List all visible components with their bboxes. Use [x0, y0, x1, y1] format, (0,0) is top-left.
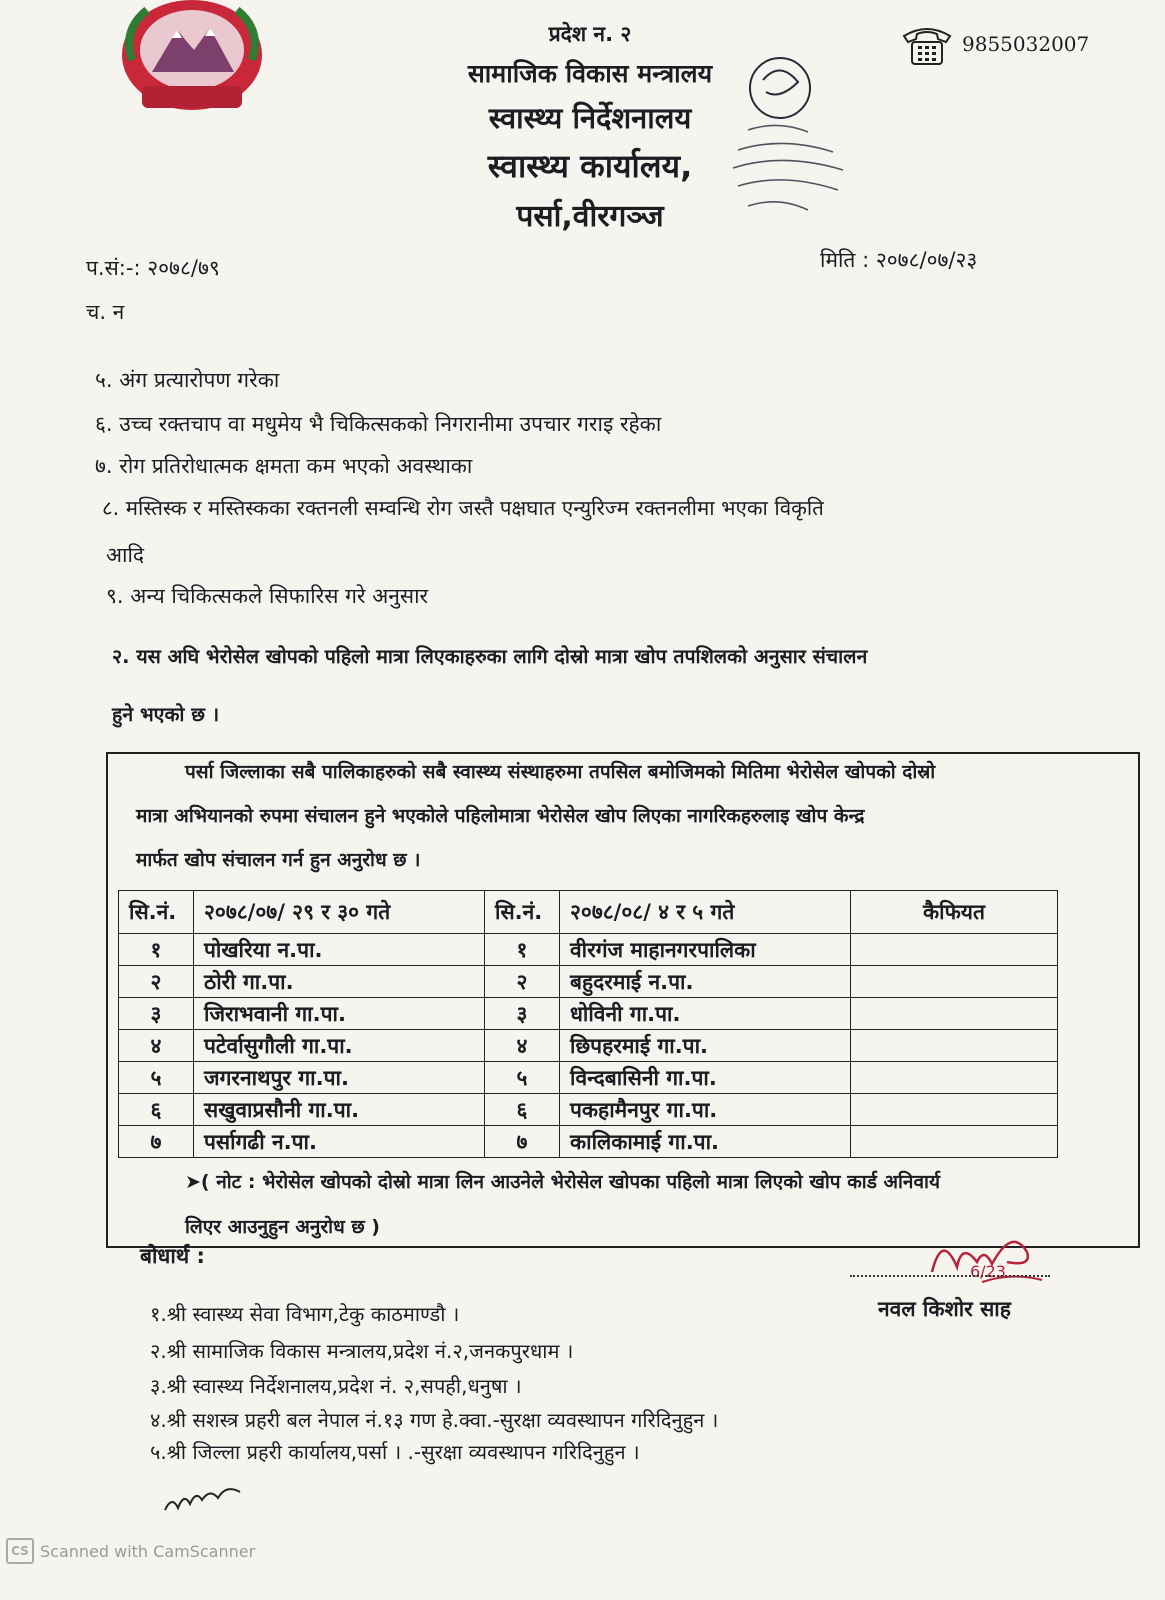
table-row — [119, 1030, 1058, 1062]
cell-municipality2: धोविनी गा.पा. — [560, 998, 851, 1030]
cell-remarks — [851, 1126, 1058, 1158]
signatory-name: नवल किशोर साह — [878, 1297, 1011, 1321]
table-row — [119, 966, 1058, 998]
table-row — [119, 1094, 1058, 1126]
condition-item-continued: आदि — [106, 543, 145, 567]
cell-municipality1: जगरनाथपुर गा.पा. — [194, 1062, 485, 1094]
camscanner-logo: CS — [6, 1538, 34, 1564]
cell-sn2: ७ — [485, 1126, 560, 1158]
col-header-remarks: कैफियत — [851, 891, 1058, 934]
cell-municipality2: पकहामैनपुर गा.पा. — [560, 1094, 851, 1126]
condition-item: ६. उच्च रक्तचाप वा मधुमेय भै चिकित्सकको निगरानीमा उपचार गराइ रहेका — [95, 412, 662, 436]
cc-item: ३.श्री स्वास्थ्य निर्देशनालय,प्रदेश नं. २,सपही,धनुषा । — [150, 1374, 522, 1398]
cell-sn2: १ — [485, 934, 560, 966]
camscanner-watermark — [6, 1538, 255, 1564]
telephone-icon — [900, 22, 954, 66]
col-header-date2: २०७८/०८/ ४ र ५ गते — [560, 891, 851, 934]
table-row — [119, 1062, 1058, 1094]
table-row — [119, 998, 1058, 1030]
cell-remarks — [851, 1094, 1058, 1126]
cell-remarks — [851, 998, 1058, 1030]
cc-item: १.श्री स्वास्थ्य सेवा विभाग,टेकु काठमाण्डौ । — [150, 1302, 460, 1326]
cell-municipality1: जिराभवानी गा.पा. — [194, 998, 485, 1030]
note-line2: लिएर आउनुहुन अनुरोध छ ) — [185, 1216, 380, 1238]
signature-line — [850, 1275, 1050, 1277]
cell-municipality2: कालिकामाई गा.पा. — [560, 1126, 851, 1158]
dispatch-number: च. न — [86, 300, 125, 324]
cell-sn2: ४ — [485, 1030, 560, 1062]
cc-item: २.श्री सामाजिक विकास मन्त्रालय,प्रदेश नं.२,जनकपुरधाम । — [150, 1339, 574, 1363]
cell-sn1: ३ — [119, 998, 194, 1030]
cell-sn1: ४ — [119, 1030, 194, 1062]
point2-line2: हुने भएको छ । — [112, 703, 220, 726]
point2-line1: २. यस अघि भेरोसेल खोपको पहिलो मात्रा लिएकाहरुका लागि दोस्रो मात्रा खोप तपशिलको अनुसार संचालन — [112, 645, 868, 668]
cell-sn2: २ — [485, 966, 560, 998]
office-line: स्वास्थ्य कार्यालय, — [487, 147, 693, 185]
province-line: प्रदेश न. २ — [548, 22, 632, 46]
cell-municipality2: बहुदरमाई न.पा. — [560, 966, 851, 998]
cc-item: ४.श्री सशस्त्र प्रहरी बल नेपाल नं.१३ गण हे.क्वा.-सुरक्षा व्यवस्थापन गरिदिनुहुन । — [150, 1408, 719, 1432]
cell-sn1: ७ — [119, 1126, 194, 1158]
phone-block — [900, 22, 1089, 66]
campaign-schedule-table — [118, 890, 1058, 1158]
camscanner-text: Scanned with CamScanner — [40, 1541, 256, 1561]
directorate-line: स्वास्थ्य निर्देशनालय — [488, 101, 692, 135]
cell-municipality1: पर्सागढी न.पा. — [194, 1126, 485, 1158]
cell-remarks — [851, 1030, 1058, 1062]
cell-municipality1: ठोरी गा.पा. — [194, 966, 485, 998]
cell-sn2: ६ — [485, 1094, 560, 1126]
cell-municipality1: पटेर्वासुगौली गा.पा. — [194, 1030, 485, 1062]
col-header-sn2: सि.नं. — [485, 891, 560, 934]
nepal-emblem-icon — [112, 0, 272, 120]
letter-date: मिति : २०७८/०७/२३ — [820, 248, 978, 272]
cell-remarks — [851, 934, 1058, 966]
table-row — [119, 1126, 1058, 1158]
box-paragraph-line2: मात्रा अभियानको रुपमा संचालन हुने भएकोले पहिलोमात्रा भेरोसेल खोप लिएका नागरिकहरुलाइ खोप केन्द्र — [136, 805, 865, 827]
condition-item: ५. अंग प्रत्यारोपण गरेका — [95, 368, 280, 392]
cell-sn1: ६ — [119, 1094, 194, 1126]
office-stamp-icon — [708, 40, 868, 230]
cell-municipality2: छिपहरमाई गा.पा. — [560, 1030, 851, 1062]
note-line1: ➤( नोट : भेरोसेल खोपको दोस्रो मात्रा लिन आउनेले भेरोसेल खोपका पहिलो मात्रा लिएको खोप कार्ड अनिवार्य — [185, 1171, 940, 1193]
cell-sn2: ५ — [485, 1062, 560, 1094]
handwritten-initials — [160, 1470, 250, 1520]
cell-remarks — [851, 966, 1058, 998]
cell-sn1: २ — [119, 966, 194, 998]
col-header-date1: २०७८/०७/ २९ र ३० गते — [194, 891, 485, 934]
box-paragraph-line1: पर्सा जिल्लाका सबै पालिकाहरुको सबै स्वास्थ्य संस्थाहरुमा तपसिल बमोजिमको मितिमा भेरोसेल खोपको दोस्रो — [185, 761, 936, 783]
cc-label: बोधार्थ : — [140, 1244, 205, 1268]
signature-date: 6/23 — [970, 1262, 1006, 1281]
cell-municipality2: विन्दबासिनी गा.पा. — [560, 1062, 851, 1094]
reference-number: प.सं:-: २०७८/७९ — [86, 256, 220, 280]
cell-sn1: ५ — [119, 1062, 194, 1094]
ministry-line: सामाजिक विकास मन्त्रालय — [467, 59, 713, 88]
table-header-row — [119, 891, 1058, 934]
cell-municipality1: सखुवाप्रसौनी गा.पा. — [194, 1094, 485, 1126]
cell-sn1: १ — [119, 934, 194, 966]
box-paragraph-line3: मार्फत खोप संचालन गर्न हुन अनुरोध छ । — [136, 849, 421, 871]
cell-municipality1: पोखरिया न.पा. — [194, 934, 485, 966]
cell-sn2: ३ — [485, 998, 560, 1030]
condition-item: ८. मस्तिस्क र मस्तिस्कका रक्तनली सम्वन्धि रोग जस्तै पक्षघात एन्युरिज्म रक्तनलीमा भएका विकृति — [102, 496, 824, 520]
phone-number: 9855032007 — [962, 32, 1090, 56]
cell-remarks — [851, 1062, 1058, 1094]
condition-item: ९. अन्य चिकित्सकले सिफारिस गरे अनुसार — [106, 584, 429, 608]
location-line: पर्सा,वीरगञ्ज — [516, 199, 664, 234]
condition-item: ७. रोग प्रतिरोधात्मक क्षमता कम भएको अवस्थाका — [95, 454, 473, 478]
cell-municipality2: वीरगंज माहानगरपालिका — [560, 934, 851, 966]
cc-item: ५.श्री जिल्ला प्रहरी कार्यालय,पर्सा । .-सुरक्षा व्यवस्थापन गरिदिनुहुन । — [150, 1440, 640, 1464]
table-row — [119, 934, 1058, 966]
col-header-sn1: सि.नं. — [119, 891, 194, 934]
